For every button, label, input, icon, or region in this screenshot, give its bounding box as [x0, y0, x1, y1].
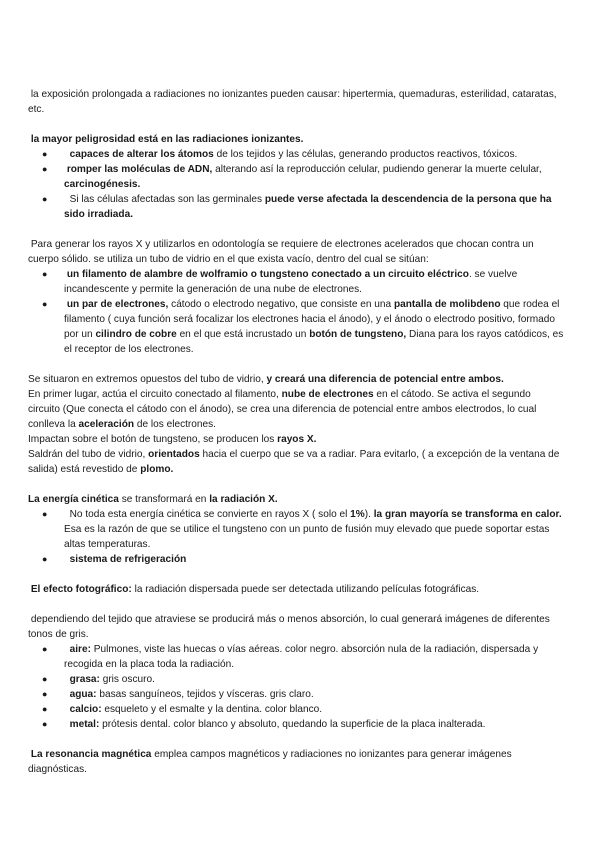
tissues-list	[28, 642, 564, 732]
list-item: ● grasa: gris oscuro.	[42, 674, 155, 685]
list-item: ● un par de electrones, cátodo o electrodo negativo, que consiste en una pantalla de molibdeno que rodea el filamento ( cuya función será focalizar los electrones hacia el ánodo), y el ánodo o electrodo positivo, formado por un cilindro de cobre en el que está incrustado un botón de tungsteno, Diana para los rayos catódicos, es el receptor de los electrones.	[42, 299, 564, 355]
list-item: ● sistema de refrigeración	[42, 554, 187, 565]
list-item: ● romper las moléculas de ADN, alterando así la reproducción celular, pudiendo generar la muerte celular, carcinogénesis.	[42, 164, 542, 190]
tissues-intro: dependiendo del tejido que atraviese se producirá más o menos absorción, lo cual generará imágenes de diferentes tonos de gris.	[28, 614, 550, 640]
list-item: ● metal: prótesis dental. color blanco y absoluto, quedando la superficie de la placa inalterada.	[42, 719, 486, 730]
list-item: ● Si las células afectadas son las germinales puede verse afectada la descendencia de la persona que ha sido irradiada.	[42, 194, 552, 220]
list-item: ● agua: basas sanguíneos, tejidos y vísceras. gris claro.	[42, 689, 314, 700]
danger-heading: la mayor peligrosidad está en las radiaciones ionizantes.	[30, 134, 304, 145]
document-page	[28, 87, 564, 777]
list-item: ● calcio: esqueleto y el esmalte y la dentina. color blanco.	[42, 704, 323, 715]
photo-paragraph: El efecto fotográfico: la radiación dispersada puede ser detectada utilizando películas fotográficas.	[30, 584, 480, 595]
list-item: ● aire: Pulmones, viste las huecas o vías aéreas. color negro. absorción nula de la radiación, dispersada y recogida en la placa toda la radiación.	[42, 644, 539, 670]
kinetic-list	[28, 507, 564, 567]
list-item: ● un filamento de alambre de wolframio o tungsteno conectado a un circuito eléctrico. se vuelve incandescente y permite la generación de una nube de electrones.	[42, 269, 518, 295]
tube-paragraph: Se situaron en extremos opuestos del tubo de vidrio, y creará una diferencia de potencial entre ambos. En primer lugar, actúa el circuito conectado al filamento, nube de electrones en el cátodo. Se activa el segundo circuito (Que conecta el cátodo con el ánodo), se crea una diferencia de potencial entre ambos electrodos, lo cual conlleva la aceleración de los electrones. Impactan sobre el botón de tungsteno, se producen los rayos X. Saldrán del tubo de vidrio, orientados hacia el cuerpo que se va a radiar. Para evitarlo, ( a excepción de la ventana de salida) está revestido de plomo.	[28, 374, 560, 475]
list-item: ● capaces de alterar los átomos de los tejidos y las células, generando productos reactivos, tóxicos.	[42, 149, 518, 160]
list-item: ● No toda esta energía cinética se convierte en rayos X ( solo el 1%). la gran mayoría se transforma en calor. Esa es la razón de que se utilice el tungsteno con un punto de fusión muy elevado que puede soportar estas altas temperaturas.	[42, 509, 562, 550]
xray-list	[28, 267, 564, 357]
xray-intro: Para generar los rayos X y utilizarlos en odontología se requiere de electrones acelerados que chocan contra un cuerpo sólido. se utiliza un tubo de vidrio en el que exista vacío, dentro del cual se sitúan:	[28, 239, 534, 265]
kinetic-heading: La energía cinética se transformará en la radiación X.	[28, 494, 278, 505]
intro-paragraph: la exposición prolongada a radiaciones no ionizantes pueden causar: hipertermia, quemaduras, esterilidad, cataratas, etc.	[28, 89, 557, 115]
mri-paragraph: La resonancia magnética emplea campos magnéticos y radiaciones no ionizantes para generar imágenes diagnósticas.	[28, 749, 512, 775]
danger-list	[28, 147, 564, 222]
